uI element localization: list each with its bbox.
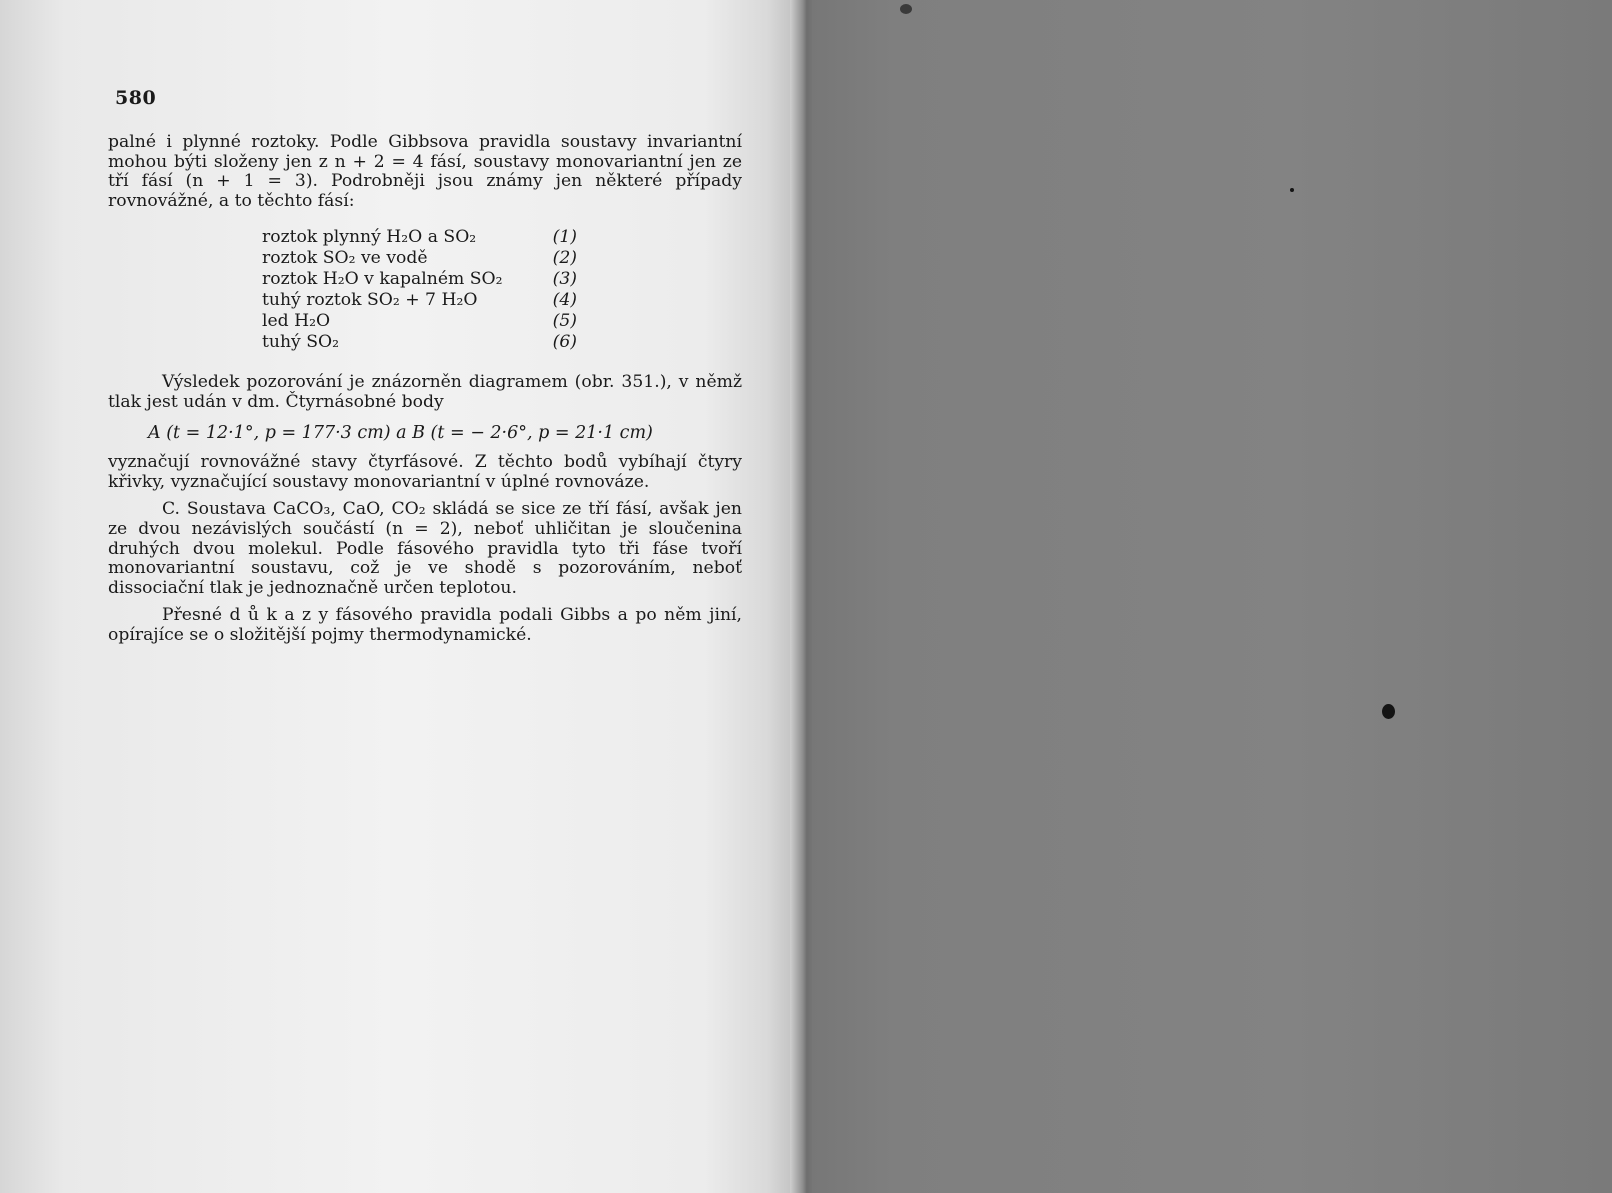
phase-number: (2): [552, 248, 577, 269]
ink-speck: [1382, 704, 1395, 719]
right-page-blank: [812, 0, 1612, 1193]
ink-speck: [900, 4, 912, 14]
formula: A (t = 12·1°, p = 177·3 cm) a B (t = − 2·6°, p = 21·1 cm): [148, 422, 653, 443]
phase-item: [262, 333, 577, 353]
phase-number: (1): [552, 227, 577, 248]
paragraph-result: Výsledek pozorování je znázorněn diagramem (obr. 351.), v němž tlak jest udán v dm. Čtyrnásobné body: [108, 372, 742, 412]
phase-item: [262, 249, 577, 269]
left-page: [0, 0, 800, 1193]
phase-number: (4): [552, 290, 577, 311]
phase-label: roztok SO₂ ve vodě: [262, 248, 428, 269]
phase-label: led H₂O: [262, 311, 331, 332]
phase-number: (5): [552, 311, 577, 332]
phase-label: tuhý roztok SO₂ + 7 H₂O: [262, 290, 478, 311]
phase-number: (6): [552, 332, 577, 353]
phase-list: [108, 228, 742, 360]
ink-speck: [1290, 188, 1294, 192]
phase-label: tuhý SO₂: [262, 332, 339, 353]
phase-item: [262, 312, 577, 332]
page-number: 580: [115, 87, 157, 109]
paragraph-soustava: C. Soustava CaCO₃, CaO, CO₂ skládá se sice ze tří fásí, avšak jen ze dvou nezávislých součástí (n = 2), neboť uhličitan je sloučenina druhých dvou molekul. Podle fásového pravidla tyto tři fáse tvoří monovariantní soustavu, což je ve shodě s pozorováním, neboť dissociační tlak je jednoznačně určen teplotou.: [108, 499, 742, 598]
paragraph-intro: palné i plynné roztoky. Podle Gibbsova pravidla soustavy invariantní mohou býti složeny jen z n + 2 = 4 fásí, soustavy monovariantní jen ze tří fásí (n + 1 = 3). Podrobněji jsou známy jen některé případy rovnovážné, a to těchto fásí:: [108, 132, 742, 211]
body-text: [108, 133, 742, 646]
phase-item: [262, 270, 577, 290]
phase-item: [262, 228, 577, 248]
phase-number: (3): [552, 269, 577, 290]
paragraph-after-formula: vyznačují rovnovážné stavy čtyrfásové. Z těchto bodů vybíhají čtyry křivky, vyznačující soustavy monovariantní v úplné rovnováze.: [108, 452, 742, 492]
phase-label: roztok H₂O v kapalném SO₂: [262, 269, 503, 290]
phase-item: [262, 291, 577, 311]
paragraph-final: Přesné d ů k a z y fásového pravidla podali Gibbs a po něm jiní, opírajíce se o složitější pojmy thermodynamické.: [108, 605, 742, 645]
phase-label: roztok plynný H₂O a SO₂: [262, 227, 477, 248]
